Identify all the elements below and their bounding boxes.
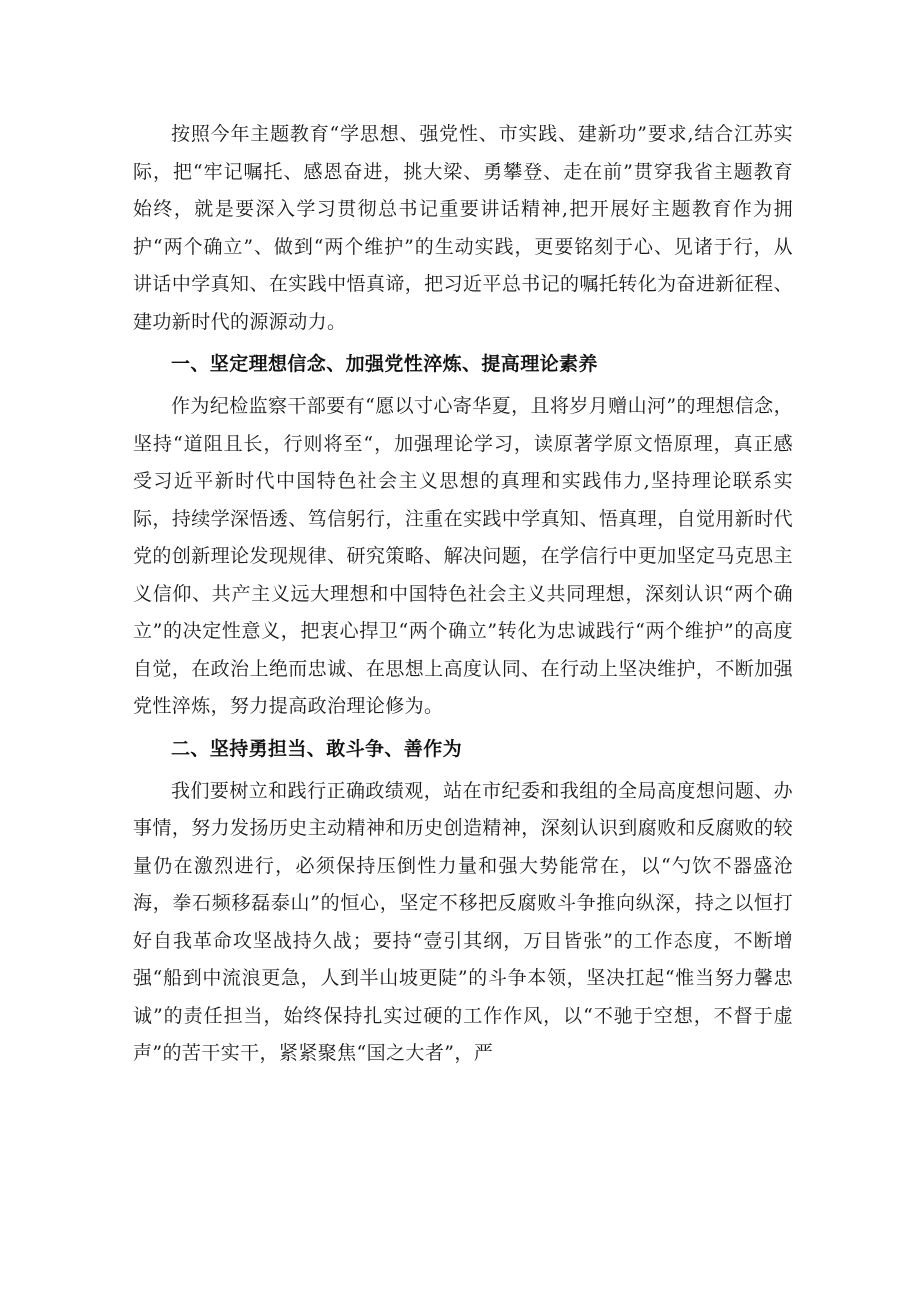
section-1-heading: 一、坚定理想信念、加强党性淬炼、提高理论素养 xyxy=(171,353,598,375)
section-2-paragraph: 我们要树立和践行正确政绩观，站在市纪委和我组的全局高度想问题、办事情，努力发扬历史主动精神和历史创造精神，深刻认识到腐败和反腐败的较量仍在激烈进行，必须保持压倒性力量和强大势能常在，以“勺饮不器盛沧海，拳石频移磊泰山”的恒心，坚定不移把反腐败斗争推向纵深，持之以恒打好自我革命攻坚战持久战；要持“壹引其纲，万目皆张”的工作态度，不断增强“船到中流浪更急，人到半山坡更陡”的斗争本领，坚决扛起“惟当努力馨忠诚”的责任担当，始终保持扎实过硬的工作作风，以“不驰于空想，不督于虚声”的苦干实干，紧紧聚焦“国之大者”，严 xyxy=(133,779,793,1064)
section-1-paragraph: 作为纪检监察干部要有“愿以寸心寄华夏，且将岁月赠山河”的理想信念，坚持“道阻且长，行则将至“，加强理论学习，读原著学原文悟原理，真正感受习近平新时代中国特色社会主义思想的真理和实践伟力,坚持理论联系实际，持续学深悟透、笃信躬行，注重在实践中学真知、悟真理，自觉用新时代党的创新理论发现规律、研究策略、解决问题，在学信行中更加坚定马克思主义信仰、共产主义远大理想和中国特色社会主义共同理想，深刻认识“两个确立”的决定性意义，把衷心捍卫“两个确立”转化为忠诚践行“两个维护”的高度自觉，在政治上绝而忠诚、在思想上高度认同、在行动上坚决维护，不断加强党性淬炼，努力提高政治理论修为。 xyxy=(133,395,793,717)
document-body xyxy=(133,116,793,1073)
section-2-heading: 二、坚持勇担当、敢斗争、善作为 xyxy=(171,737,463,760)
intro-paragraph: 按照今年主题教育“学思想、强党性、市实践、建新功”要求,结合江苏实际，把“牢记嘱托、感恩奋进，挑大梁、勇攀登、走在前”贯穿我省主题教育始终，就是要深入学习贯彻总书记重要讲话精神,把开展好主题教育作为拥护“两个确立”、做到“两个维护”的生动实践，更要铭刻于心、见诸于行，从讲话中学真知、在实践中悟真谛，把习近平总书记的嘱托转化为奋进新征程、建功新时代的源源动力。 xyxy=(133,123,793,333)
